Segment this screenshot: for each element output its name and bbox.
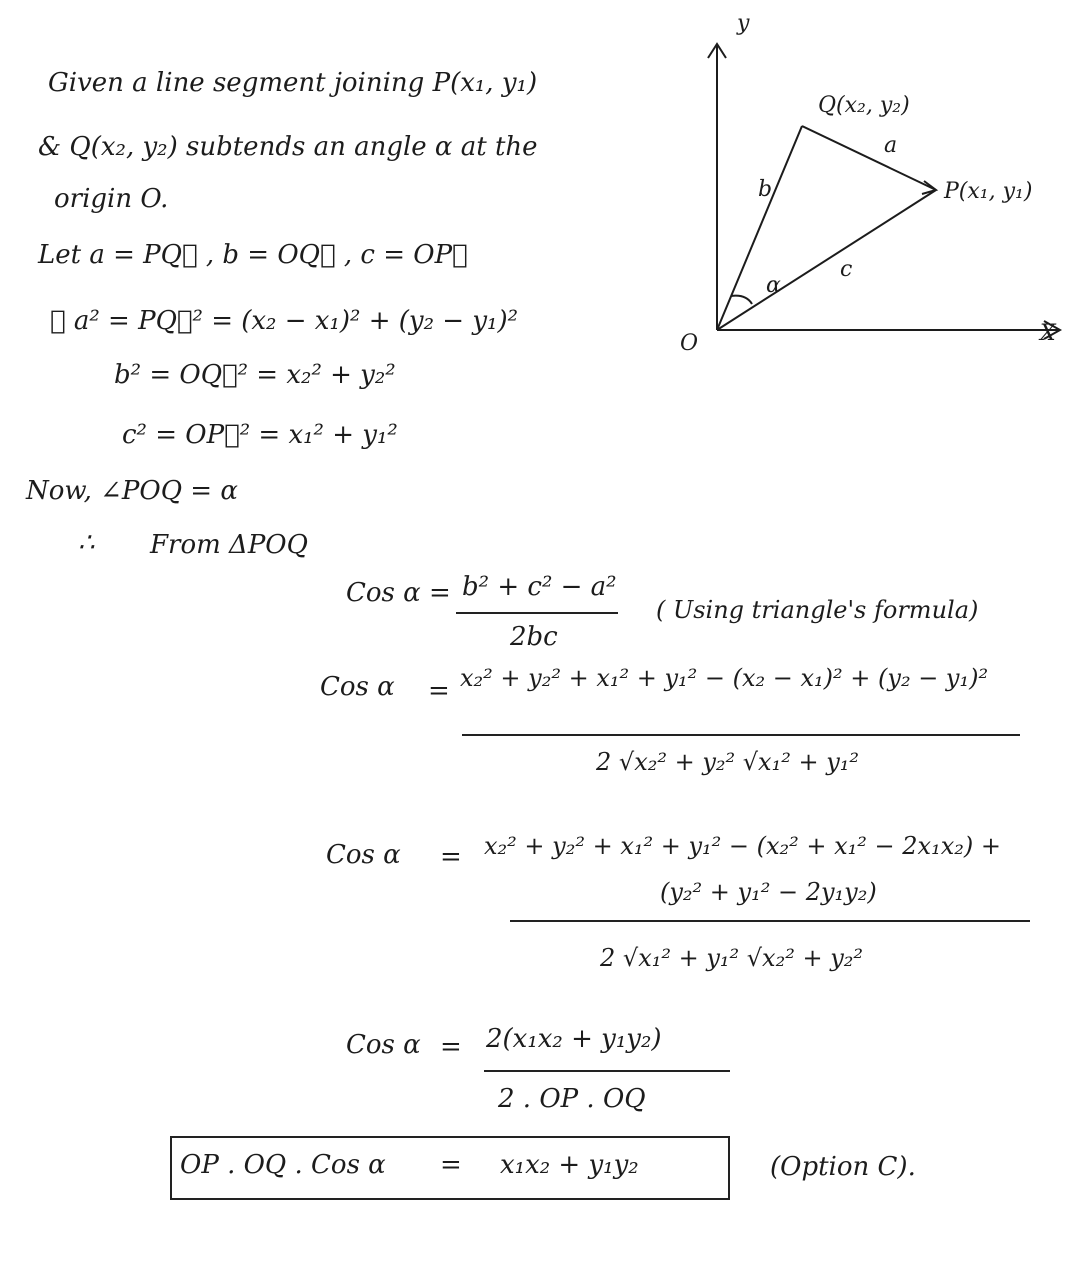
P-point-label: P(x₁, y₁) [944, 179, 1033, 204]
step3-lhs: Cos α [326, 840, 401, 870]
therefore-symbol: ∴ [78, 528, 95, 558]
intro-line-2: & Q(x₂, y₂) subtends an angle α at the [38, 132, 538, 162]
step1-denominator: 2bc [510, 622, 558, 652]
Q-point-label: Q(x₂, y₂) [818, 93, 910, 118]
side-OP [717, 190, 936, 330]
angle-label: α [766, 273, 781, 298]
intro-line-3: origin O. [54, 184, 169, 214]
step4-numerator: 2(x₁x₂ + y₁y₂) [486, 1024, 662, 1054]
step2-equals: = [428, 676, 450, 706]
step1-note: ( Using triangle's formula) [656, 596, 979, 624]
result-equals: = [440, 1150, 462, 1180]
side-QP [802, 126, 936, 190]
origin-label: O [680, 331, 699, 356]
result-lhs: OP . OQ . Cos α [180, 1150, 386, 1180]
b-squared: b² = OQ⃗² = x₂² + y₂² [114, 360, 396, 390]
step3-numerator-line-2: (y₂² + y₁² − 2y₁y₂) [660, 878, 877, 906]
answer-option: (Option C). [770, 1152, 916, 1182]
y-axis-label: y [737, 11, 750, 36]
from-triangle: From ΔPOQ [150, 530, 308, 560]
step3-numerator-line-1: x₂² + y₂² + x₁² + y₁² − (x₂² + x₁² − 2x₁x₂) + [484, 832, 1001, 860]
angle-arc [731, 296, 752, 304]
step2-denominator: 2 √x₂² + y₂² √x₁² + y₁² [596, 748, 860, 776]
side-b-label: b [758, 177, 773, 202]
step4-equals: = [440, 1032, 462, 1062]
angle-statement: Now, ∠POQ = α [26, 476, 238, 506]
side-OQ [717, 126, 802, 330]
side-a-label: a [884, 133, 898, 158]
step1-numerator: b² + c² − a² [462, 572, 617, 602]
step4-denominator: 2 . OP . OQ [498, 1084, 646, 1114]
step3-equals: = [440, 842, 462, 872]
a-squared: ∴ a² = PQ⃗² = (x₂ − x₁)² + (y₂ − y₁)² [50, 306, 519, 336]
step1-lhs: Cos α = [346, 578, 451, 608]
step4-lhs: Cos α [346, 1030, 421, 1060]
intro-line-1: Given a line segment joining P(x₁, y₁) [48, 68, 538, 98]
result-rhs: x₁x₂ + y₁y₂ [500, 1150, 639, 1180]
side-c-label: c [840, 257, 853, 282]
step2-lhs: Cos α [320, 672, 395, 702]
step2-numerator: x₂² + y₂² + x₁² + y₁² − (x₂ − x₁)² + (y₂ − y₁)² [460, 664, 989, 692]
c-squared: c² = OP⃗² = x₁² + y₁² [122, 420, 398, 450]
step3-denominator: 2 √x₁² + y₁² √x₂² + y₂² [600, 944, 864, 972]
x-axis-label: X [1040, 321, 1056, 346]
let-definitions: Let a = PQ⃗ , b = OQ⃗ , c = OP⃗ [38, 240, 468, 270]
